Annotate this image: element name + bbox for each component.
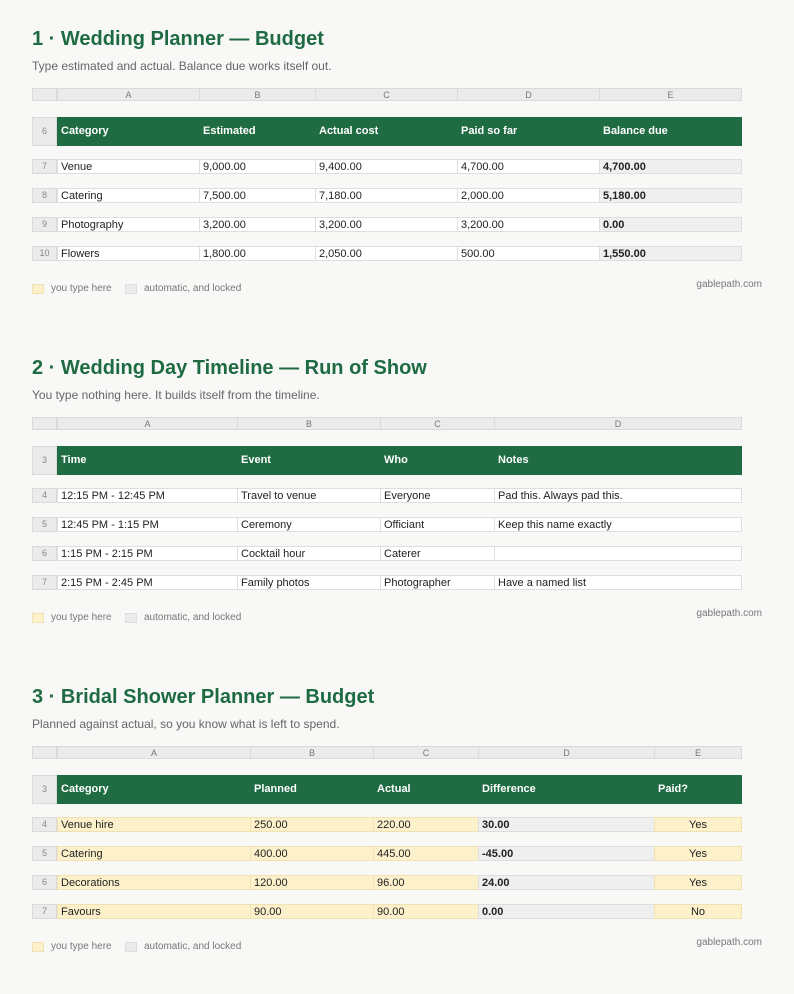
row-number[interactable]: 3 (32, 775, 57, 804)
section-title: 3 · Bridal Shower Planner — Budget (32, 686, 375, 708)
column-letter-b[interactable]: B (250, 746, 374, 759)
input-swatch (32, 284, 44, 294)
legend-auto-label: automatic, and locked (144, 283, 242, 294)
header-actual-cost[interactable]: Actual cost (315, 117, 458, 146)
column-letter-e[interactable]: E (599, 88, 742, 101)
select-all-corner[interactable] (32, 417, 57, 430)
row-number[interactable]: 6 (32, 117, 57, 146)
column-letter-a[interactable]: A (57, 746, 251, 759)
row-number[interactable]: 5 (32, 846, 57, 861)
cell-who[interactable]: Caterer (380, 546, 495, 561)
cell-difference[interactable]: -45.00 (478, 846, 655, 861)
cell-paid[interactable]: Yes (654, 846, 742, 861)
header-who[interactable]: Who (380, 446, 495, 475)
column-letter-e[interactable]: E (654, 746, 742, 759)
cell-actual-cost[interactable]: 3,200.00 (315, 217, 458, 232)
cell-planned[interactable]: 90.00 (250, 904, 374, 919)
row-number[interactable]: 6 (32, 546, 57, 561)
cell-difference[interactable]: 0.00 (478, 904, 655, 919)
cell-actual[interactable]: 220.00 (373, 817, 479, 832)
header-balance-due[interactable]: Balance due (599, 117, 742, 146)
header-actual[interactable]: Actual (373, 775, 479, 804)
column-letter-d[interactable]: D (494, 417, 742, 430)
column-letter-b[interactable]: B (237, 417, 381, 430)
row-number[interactable]: 8 (32, 188, 57, 203)
cell-who[interactable]: Everyone (380, 488, 495, 503)
cell-paid[interactable]: Yes (654, 817, 742, 832)
header-difference[interactable]: Difference (478, 775, 655, 804)
cell-difference[interactable]: 24.00 (478, 875, 655, 890)
cell-balance-due[interactable]: 5,180.00 (599, 188, 742, 203)
cell-notes[interactable]: Pad this. Always pad this. (494, 488, 742, 503)
cell-time[interactable]: 2:15 PM - 2:45 PM (57, 575, 238, 590)
cell-notes[interactable]: Keep this name exactly (494, 517, 742, 532)
cell-balance-due[interactable]: 1,550.00 (599, 246, 742, 261)
header-paid[interactable]: Paid? (654, 775, 742, 804)
header-paid-so-far[interactable]: Paid so far (457, 117, 600, 146)
cell-event[interactable]: Ceremony (237, 517, 381, 532)
cell-balance-due[interactable]: 4,700.00 (599, 159, 742, 174)
cell-difference[interactable]: 30.00 (478, 817, 655, 832)
column-letter-a[interactable]: A (57, 417, 238, 430)
row-number[interactable]: 9 (32, 217, 57, 232)
legend-input-label: you type here (51, 283, 112, 294)
cell-paid[interactable]: No (654, 904, 742, 919)
cell-paid[interactable]: Yes (654, 875, 742, 890)
cell-planned[interactable]: 250.00 (250, 817, 374, 832)
cell-event[interactable]: Family photos (237, 575, 381, 590)
cell-estimated[interactable]: 3,200.00 (199, 217, 316, 232)
section-title: 1 · Wedding Planner — Budget (32, 28, 324, 50)
cell-who[interactable]: Officiant (380, 517, 495, 532)
cell-category[interactable]: Flowers (57, 246, 200, 261)
credit-text: gablepath.com (696, 608, 762, 619)
cell-time[interactable]: 12:45 PM - 1:15 PM (57, 517, 238, 532)
legend-auto-label: automatic, and locked (144, 612, 242, 623)
auto-swatch (125, 613, 137, 623)
auto-swatch (125, 284, 137, 294)
cell-category[interactable]: Favours (57, 904, 251, 919)
cell-paid-so-far[interactable]: 500.00 (457, 246, 600, 261)
cell-actual-cost[interactable]: 7,180.00 (315, 188, 458, 203)
credit-text: gablepath.com (696, 279, 762, 290)
header-notes[interactable]: Notes (494, 446, 742, 475)
cell-actual-cost[interactable]: 9,400.00 (315, 159, 458, 174)
row-number[interactable]: 4 (32, 488, 57, 503)
section-subtitle: You type nothing here. It builds itself from the timeline. (32, 388, 320, 402)
cell-category[interactable]: Venue (57, 159, 200, 174)
cell-event[interactable]: Travel to venue (237, 488, 381, 503)
input-swatch (32, 613, 44, 623)
header-estimated[interactable]: Estimated (199, 117, 316, 146)
column-letter-c[interactable]: C (373, 746, 479, 759)
cell-notes[interactable]: Have a named list (494, 575, 742, 590)
section-subtitle: Planned against actual, so you know what is left to spend. (32, 717, 340, 731)
row-number[interactable]: 5 (32, 517, 57, 532)
legend-input-label: you type here (51, 612, 112, 623)
credit-text: gablepath.com (696, 937, 762, 948)
cell-actual-cost[interactable]: 2,050.00 (315, 246, 458, 261)
column-letter-c[interactable]: C (315, 88, 458, 101)
row-number[interactable]: 7 (32, 159, 57, 174)
header-event[interactable]: Event (237, 446, 381, 475)
header-time[interactable]: Time (57, 446, 238, 475)
header-planned[interactable]: Planned (250, 775, 374, 804)
cell-estimated[interactable]: 7,500.00 (199, 188, 316, 203)
cell-category[interactable]: Decorations (57, 875, 251, 890)
column-letter-d[interactable]: D (457, 88, 600, 101)
column-letter-d[interactable]: D (478, 746, 655, 759)
cell-paid-so-far[interactable]: 2,000.00 (457, 188, 600, 203)
input-swatch (32, 942, 44, 952)
section-wedding-timeline (0, 357, 794, 637)
column-letter-b[interactable]: B (199, 88, 316, 101)
cell-balance-due[interactable]: 0.00 (599, 217, 742, 232)
column-letter-a[interactable]: A (57, 88, 200, 101)
legend-auto-label: automatic, and locked (144, 941, 242, 952)
section-title: 2 · Wedding Day Timeline — Run of Show (32, 357, 427, 379)
section-bridal-shower-budget (0, 686, 794, 966)
cell-category[interactable]: Venue hire (57, 817, 251, 832)
auto-swatch (125, 942, 137, 952)
row-number[interactable]: 10 (32, 246, 57, 261)
row-number[interactable]: 3 (32, 446, 57, 475)
cell-notes[interactable] (494, 546, 742, 561)
section-wedding-budget (0, 28, 794, 308)
cell-who[interactable]: Photographer (380, 575, 495, 590)
row-number[interactable]: 7 (32, 575, 57, 590)
cell-actual[interactable]: 90.00 (373, 904, 479, 919)
cell-actual[interactable]: 445.00 (373, 846, 479, 861)
cell-event[interactable]: Cocktail hour (237, 546, 381, 561)
row-number[interactable]: 7 (32, 904, 57, 919)
cell-actual[interactable]: 96.00 (373, 875, 479, 890)
column-letter-c[interactable]: C (380, 417, 495, 430)
header-category[interactable]: Category (57, 117, 200, 146)
header-category[interactable]: Category (57, 775, 251, 804)
cell-estimated[interactable]: 9,000.00 (199, 159, 316, 174)
cell-time[interactable]: 1:15 PM - 2:15 PM (57, 546, 238, 561)
row-number[interactable]: 4 (32, 817, 57, 832)
legend-input-label: you type here (51, 941, 112, 952)
cell-category[interactable]: Catering (57, 846, 251, 861)
cell-planned[interactable]: 400.00 (250, 846, 374, 861)
select-all-corner[interactable] (32, 88, 57, 101)
cell-category[interactable]: Catering (57, 188, 200, 203)
cell-paid-so-far[interactable]: 4,700.00 (457, 159, 600, 174)
row-number[interactable]: 6 (32, 875, 57, 890)
cell-estimated[interactable]: 1,800.00 (199, 246, 316, 261)
section-subtitle: Type estimated and actual. Balance due works itself out. (32, 59, 332, 73)
cell-time[interactable]: 12:15 PM - 12:45 PM (57, 488, 238, 503)
cell-planned[interactable]: 120.00 (250, 875, 374, 890)
select-all-corner[interactable] (32, 746, 57, 759)
cell-paid-so-far[interactable]: 3,200.00 (457, 217, 600, 232)
cell-category[interactable]: Photography (57, 217, 200, 232)
